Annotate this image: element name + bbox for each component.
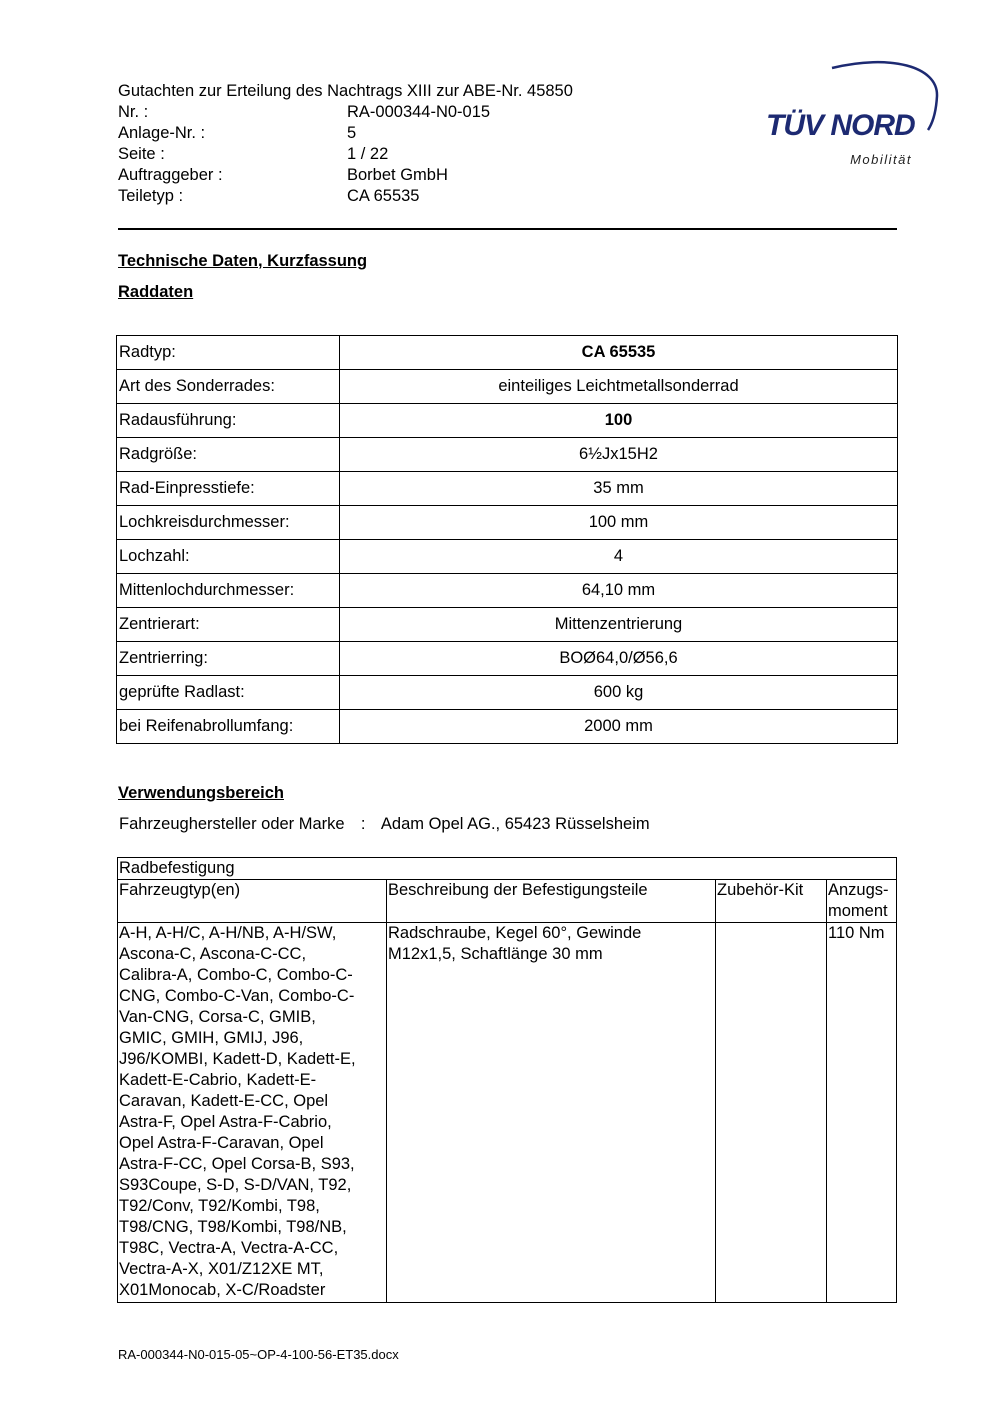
raddaten-value: einteiliges Leichtmetallsonderrad — [340, 370, 898, 404]
raddaten-label: bei Reifenabrollumfang: — [117, 710, 340, 744]
manufacturer-colon: : — [360, 815, 366, 833]
raddaten-row — [117, 370, 898, 404]
manufacturer-label: Fahrzeughersteller oder Marke — [119, 815, 345, 833]
raddaten-value: 6½Jx15H2 — [340, 438, 898, 472]
fahrzeugtyp-line: GMIC, GMIH, GMIJ, J96, — [119, 1029, 304, 1047]
anzugsmoment-cell: 110 Nm — [827, 923, 897, 1303]
raddaten-label: Art des Sonderrades: — [117, 370, 340, 404]
raddaten-row — [117, 336, 898, 370]
raddaten-value: 35 mm — [340, 472, 898, 506]
befestigung-caption: Radbefestigung — [118, 858, 897, 880]
manufacturer-value: Adam Opel AG., 65423 Rüsselsheim — [380, 815, 650, 833]
fahrzeugtyp-line: Opel Astra-F-Caravan, Opel — [119, 1134, 324, 1152]
fahrzeugtyp-line: Van-CNG, Corsa-C, GMIB, — [119, 1008, 316, 1026]
footer-filename: RA-000344-N0-015-05~OP-4-100-56-ET35.docx — [118, 1347, 399, 1362]
raddaten-row — [117, 608, 898, 642]
raddaten-label: Lochzahl: — [117, 540, 340, 574]
header-fahrzeugtyp: Fahrzeugtyp(en) — [118, 880, 387, 923]
raddaten-table — [116, 335, 898, 744]
fahrzeugtyp-line: J96/KOMBI, Kadett-D, Kadett-E, — [119, 1050, 356, 1068]
raddaten-value: 2000 mm — [340, 710, 898, 744]
header-beschreibung: Beschreibung der Befestigungsteile — [387, 880, 716, 923]
section-heading-raddaten: Raddaten — [118, 283, 194, 301]
header-zubehoer: Zubehör-Kit — [716, 880, 827, 923]
raddaten-value: 100 mm — [340, 506, 898, 540]
header-value: 1 / 22 — [347, 145, 389, 163]
raddaten-row — [117, 574, 898, 608]
header-label: Teiletyp : — [118, 187, 184, 205]
raddaten-row — [117, 710, 898, 744]
fahrzeugtyp-line: A-H, A-H/C, A-H/NB, A-H/SW, — [119, 924, 337, 942]
header-row-nr — [118, 102, 573, 123]
fahrzeugtyp-line: CNG, Combo-C-Van, Combo-C- — [119, 987, 355, 1005]
fahrzeugtyp-line: Kadett-E-Cabrio, Kadett-E- — [119, 1071, 317, 1089]
raddaten-value: BOØ64,0/Ø56,6 — [340, 642, 898, 676]
raddaten-value: 600 kg — [340, 676, 898, 710]
header-anzugsmoment — [827, 880, 897, 923]
section-heading-tech: Technische Daten, Kurzfassung — [118, 252, 368, 270]
header-label: Nr. : — [118, 103, 149, 121]
raddaten-row — [117, 676, 898, 710]
fahrzeugtyp-line: Caravan, Kadett-E-CC, Opel — [119, 1092, 329, 1110]
raddaten-label: Lochkreisdurchmesser: — [117, 506, 340, 540]
header-row-anlage — [118, 123, 573, 144]
document-header — [118, 81, 573, 207]
logo-brand: TÜV NORD — [766, 109, 915, 142]
raddaten-label: Mittenlochdurchmesser: — [117, 574, 340, 608]
befestigung-caption-row — [118, 858, 897, 880]
raddaten-value: 100 — [340, 404, 898, 438]
fahrzeugtyp-cell — [118, 923, 387, 1303]
tuev-nord-logo-icon — [760, 56, 950, 176]
raddaten-row — [117, 506, 898, 540]
beschreibung-line: M12x1,5, Schaftlänge 30 mm — [388, 945, 603, 963]
section-heading-verwendung: Verwendungsbereich — [118, 784, 284, 802]
fahrzeugtyp-line: T98/CNG, T98/Kombi, T98/NB, — [119, 1218, 347, 1236]
befestigung-table — [117, 857, 897, 1303]
header-label: Seite : — [118, 145, 165, 163]
raddaten-value: 4 — [340, 540, 898, 574]
header-row-auftraggeber — [118, 165, 573, 186]
raddaten-row — [117, 540, 898, 574]
raddaten-value: Mittenzentrierung — [340, 608, 898, 642]
header-value: CA 65535 — [347, 187, 420, 205]
fahrzeugtyp-line: Vectra-A-X, X01/Z12XE MT, — [119, 1260, 324, 1278]
beschreibung-line: Radschraube, Kegel 60°, Gewinde — [388, 924, 642, 942]
fahrzeugtyp-line: X01Monocab, X-C/Roadster — [119, 1281, 326, 1299]
fahrzeugtyp-line: T92/Conv, T92/Kombi, T98, — [119, 1197, 320, 1215]
header-row-teiletyp — [118, 186, 573, 207]
fahrzeugtyp-line: Calibra-A, Combo-C, Combo-C- — [119, 966, 353, 984]
header-anzugs-line1: Anzugs- — [828, 881, 889, 899]
header-label: Anlage-Nr. : — [118, 124, 206, 142]
beschreibung-cell — [387, 923, 716, 1303]
raddaten-label: Radtyp: — [117, 336, 340, 370]
document-title: Gutachten zur Erteilung des Nachtrags XIII zur ABE-Nr. 45850 — [118, 82, 573, 100]
raddaten-label: Radausführung: — [117, 404, 340, 438]
raddaten-row — [117, 404, 898, 438]
header-anzugs-line2: moment — [828, 902, 888, 920]
header-row-seite — [118, 144, 573, 165]
header-divider — [118, 228, 897, 230]
fahrzeugtyp-line: Astra-F-CC, Opel Corsa-B, S93, — [119, 1155, 355, 1173]
header-label: Auftraggeber : — [118, 166, 223, 184]
fahrzeugtyp-line: Ascona-C, Ascona-C-CC, — [119, 945, 307, 963]
fahrzeugtyp-line: S93Coupe, S-D, S-D/VAN, T92, — [119, 1176, 352, 1194]
logo-subtitle: Mobilität — [850, 152, 912, 167]
manufacturer-line — [119, 815, 650, 834]
raddaten-label: Rad-Einpresstiefe: — [117, 472, 340, 506]
header-value: Borbet GmbH — [347, 166, 448, 184]
header-value: RA-000344-N0-015 — [347, 103, 491, 121]
raddaten-label: Zentrierart: — [117, 608, 340, 642]
raddaten-label: geprüfte Radlast: — [117, 676, 340, 710]
raddaten-row — [117, 438, 898, 472]
fahrzeugtyp-line: T98C, Vectra-A, Vectra-A-CC, — [119, 1239, 339, 1257]
befestigung-data-row — [118, 923, 897, 1303]
befestigung-header-row — [118, 880, 897, 923]
raddaten-value: 64,10 mm — [340, 574, 898, 608]
zubehoer-cell — [716, 923, 827, 1303]
raddaten-row — [117, 472, 898, 506]
fahrzeugtyp-line: Astra-F, Opel Astra-F-Cabrio, — [119, 1113, 332, 1131]
raddaten-row — [117, 642, 898, 676]
header-value: 5 — [347, 124, 357, 142]
raddaten-value: CA 65535 — [340, 336, 898, 370]
raddaten-label: Radgröße: — [117, 438, 340, 472]
raddaten-label: Zentrierring: — [117, 642, 340, 676]
